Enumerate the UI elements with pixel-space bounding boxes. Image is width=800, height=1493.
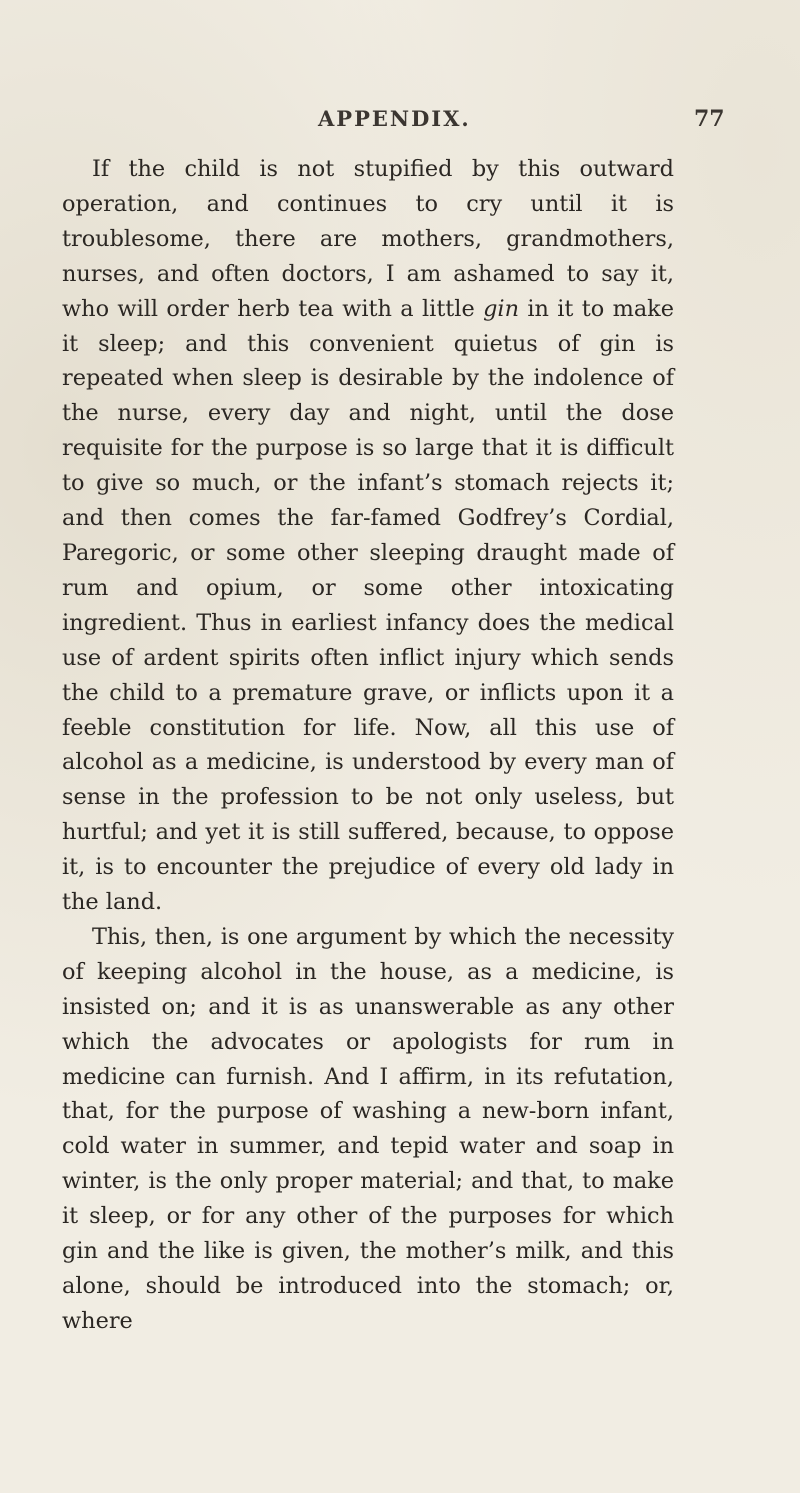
paragraph-1	[62, 152, 674, 920]
page-header	[0, 106, 800, 138]
page-number: 77	[694, 106, 725, 132]
paragraph-1-emphasis: gin	[483, 295, 519, 322]
paragraph-1-text-a: If the child is not stupified by this outward operation, and continues to cry until it is troublesome, there are mothers, grandmothers, nurses, and often doctors, I am ashamed to say it, who will order herb tea with a little	[62, 156, 674, 322]
paragraph-2	[62, 920, 674, 1339]
running-head: APPENDIX.	[318, 106, 471, 131]
paragraph-2-text: This, then, is one argument by which the necessity of keeping alcohol in the house, as a medicine, is insisted on; and it is as unanswerable as any other which the advocates or apologists for rum in medicine can furnish. And I affirm, in its refutation, that, for the purpose of washing a new-born infant, cold water in summer, and tepid water and soap in winter, is the only proper material; and that, to make it sleep, or for any other of the purposes for which gin and the like is given, the mother’s milk, and this alone, should be introduced into the stomach; or, where	[62, 923, 674, 1334]
body-text	[62, 152, 674, 1339]
paragraph-1-text-b: in it to make it sleep; and this convenient quietus of gin is repeated when sleep is desirable by the indolence of the nurse, every day and night, until the dose requisite for the purpose is so large that it is difficult to give so much, or the infant’s stomach rejects it; and then comes the far-famed Godfrey’s Cordial, Paregoric, or some other sleeping draught made of rum and opium, or some other intoxicating ingredient. Thus in earliest infancy does the medical use of ardent spirits often inflict injury which sends the child to a premature grave, or inflicts upon it a feeble constitution for life. Now, all this use of alcohol as a medicine, is understood by every man of sense in the profession to be not only useless, but hurtful; and yet it is still suffered, because, to oppose it, is to encounter the prejudice of every old lady in the land.	[62, 295, 674, 916]
